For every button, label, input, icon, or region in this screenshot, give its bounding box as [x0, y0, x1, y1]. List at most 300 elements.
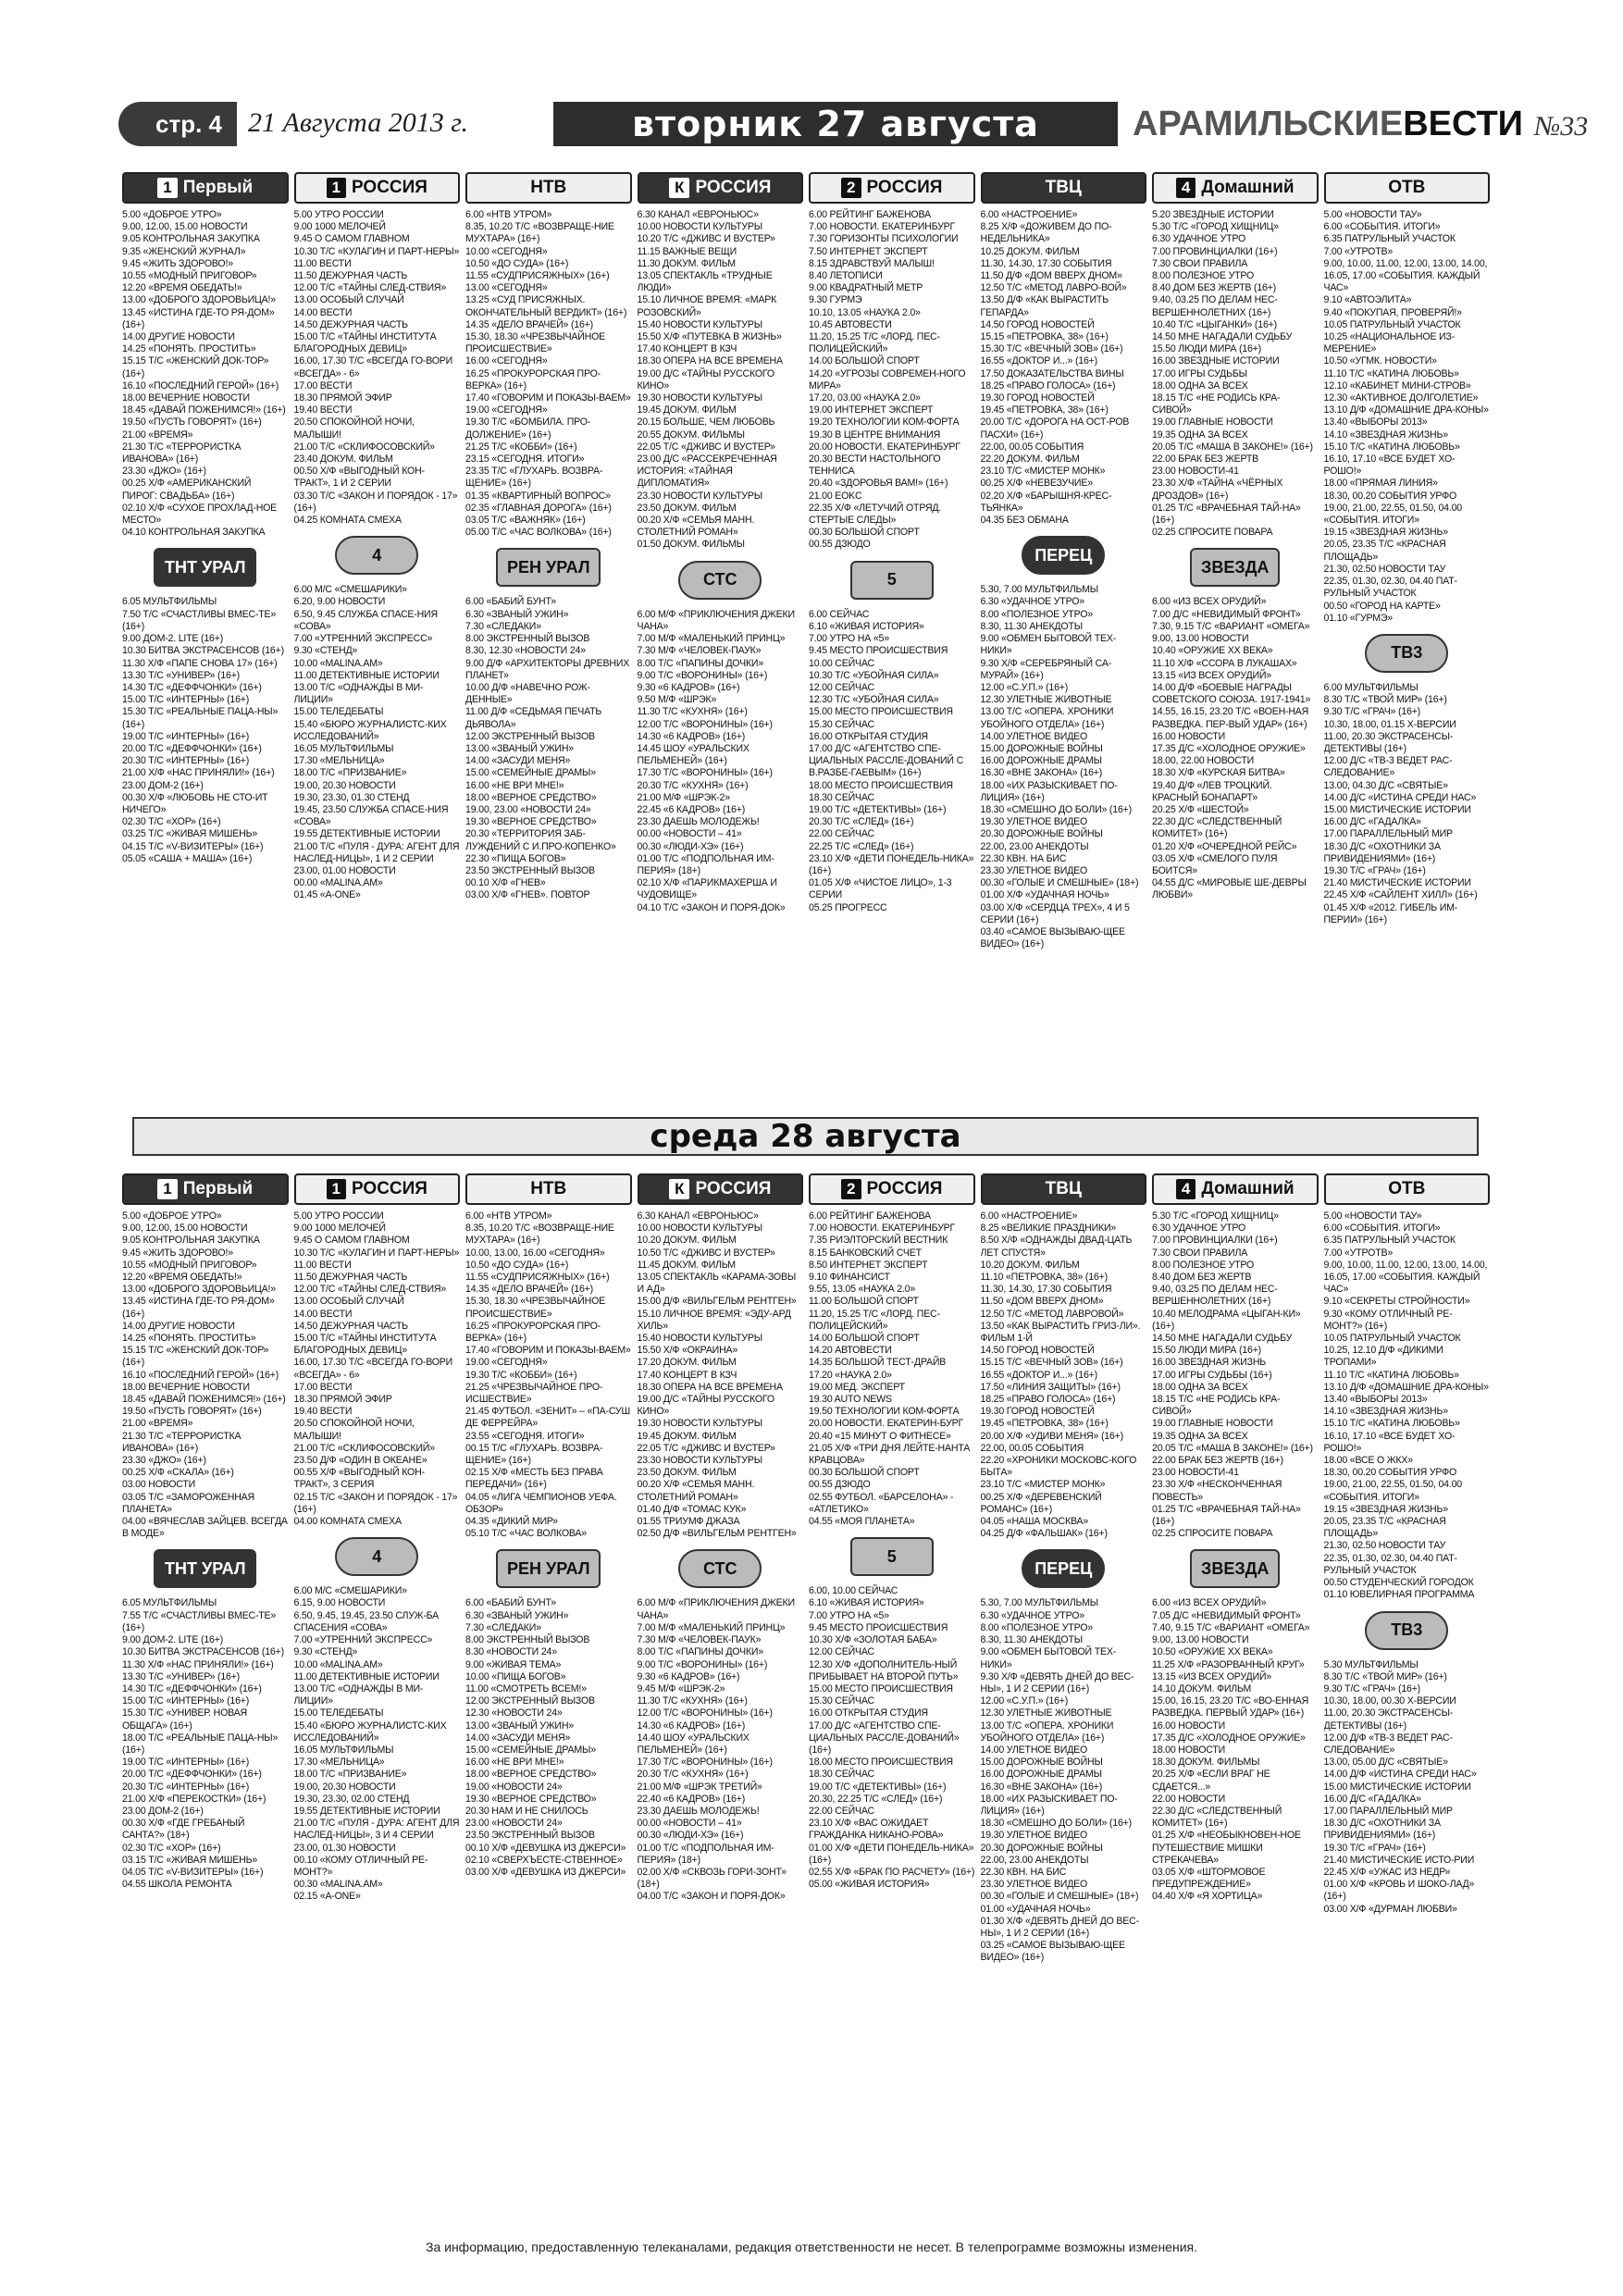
program-entry: 19.50 ТЕХНОЛОГИИ КОМ-ФОРТА [809, 1406, 960, 1418]
program-entry: 19.00, 20.30 НОВОСТИ [293, 1781, 396, 1793]
program-entry: 11.30 Т/С «КУХНЯ» (16+) [637, 706, 748, 718]
channel-badge: 4 [1176, 1179, 1196, 1199]
program-entry: 17.50 «ЛИНИЯ ЗАЩИТЫ» (16+) [980, 1381, 1121, 1393]
schedule-tuesday [122, 172, 1490, 950]
program-entry: 00.30 Х/Ф «ГДЕ ГРЕБАНЫЙ САНТА?» (18+) [122, 1818, 245, 1842]
program-entry: 9.10 ФИНАНСИСТ [809, 1272, 890, 1284]
program-entry: 6.50, 9.45, 19.45, 23.50 СЛУЖ-БА СПАСЕНИЯ «СОВА» [293, 1609, 440, 1633]
program-entry: 15.00 Д/Ф «ВИЛЬГЕЛЬМ РЕНТГЕН» [637, 1296, 797, 1308]
program-entry: 13.00 «ДОБРОГО ЗДОРОВЬИЦА!» [122, 294, 276, 306]
program-entry: 02.15 «A-ONE» [293, 1891, 361, 1903]
secondary-channel-name: СТС [678, 1549, 762, 1588]
program-entry: 02.25 СПРОСИТЕ ПОВАРА [1152, 1528, 1273, 1540]
secondary-channel-logo [981, 532, 1147, 578]
program-entry: 01.25 Т/С «ВРАЧЕБНАЯ ТАЙ-НА» (16+) [1152, 1503, 1301, 1528]
program-entry: 16.10, 17.10 «ВСЕ БУДЕТ ХО-РОШО!» [1323, 453, 1456, 478]
program-entry: 20.30 ДОРОЖНЫЕ ВОЙНЫ [980, 1842, 1103, 1854]
secondary-channel-name: ТНТ УРАЛ [154, 1549, 256, 1588]
program-entry: 23.50 ДОКУМ. ФИЛЬМ [637, 502, 737, 514]
program-entry: 14.35 БОЛЬШОЙ ТЕСТ-ДРАЙВ [809, 1357, 947, 1369]
program-entry: 14.00 УЛЕТНОЕ ВИДЕО [980, 1744, 1088, 1756]
program-entry: 19.30 Т/С «БОМБИЛА. ПРО-ДОЛЖЕНИЕ» (16+) [465, 416, 591, 441]
program-entry: 13.15 «ИЗ ВСЕХ ОРУДИЙ» [1152, 1670, 1271, 1682]
secondary-channel-logo [809, 557, 975, 603]
program-entry: 19.00 Т/С «ИНТЕРНЫ» (16+) [122, 1756, 250, 1769]
program-entry: 14.45 ШОУ «УРАЛЬСКИХ ПЕЛЬМЕНЕЙ» (16+) [637, 742, 750, 767]
program-list [1324, 209, 1491, 625]
program-entry: 11.10 Т/С «КАТИНА ЛЮБОВЬ» [1323, 1369, 1459, 1381]
channel-logo [122, 172, 289, 204]
program-entry: 21.00 М/Ф «ШРЭК-2» [637, 791, 730, 803]
secondary-channel-logo [638, 557, 804, 603]
program-entry: 23.10 Т/С «МИСТЕР МОНК» [980, 1479, 1106, 1491]
program-entry: 5.00 «ДОБРОЕ УТРО» [122, 209, 222, 220]
program-entry: 11.30, 14.30, 17.30 СОБЫТИЯ [980, 1284, 1112, 1296]
program-entry: 17.40 КОНЦЕРТ В КЗЧ [637, 1369, 737, 1381]
program-entry: 21.00 Т/С «СКЛИФОСОВСКИЙ» [293, 1442, 435, 1454]
secondary-channel-name: РЕН УРАЛ [496, 548, 601, 587]
program-entry: 21.25 Т/С «КОББИ» (16+) [465, 441, 577, 453]
program-entry: 22.35, 01.30, 02.30, 04.40 ПАТ-РУЛЬНЫЙ УЧАСТОК [1323, 576, 1457, 600]
program-list [465, 1210, 632, 1540]
program-entry: 10.55 «МОДНЫЙ ПРИГОВОР» [122, 1259, 257, 1271]
program-entry: 14.10 «ЗВЕЗДНАЯ ЖИЗНЬ» [1323, 428, 1448, 441]
program-entry: 8.35, 10.20 Т/С «ВОЗВРАЩЕ-НИЕ МУХТАРА» (16+) [465, 221, 614, 245]
program-entry: 12.30 УЛЕТНЫЕ ЖИВОТНЫЕ [980, 1707, 1112, 1719]
program-entry: 10.00 «ПИЩА БОГОВ» [465, 1670, 566, 1682]
program-entry: 11.10 Т/С «КАТИНА ЛЮБОВЬ» [1323, 367, 1459, 379]
program-entry: 7.05 Д/С «НЕВИДИМЫЙ ФРОНТ» [1152, 1609, 1301, 1621]
program-entry: 15.30 СЕЙЧАС [809, 718, 874, 730]
program-entry: 04.05 «НАША МОСКВА» [980, 1516, 1089, 1528]
program-entry: 16.00 ЗВЕЗДНАЯ ЖИЗНЬ [1152, 1357, 1267, 1369]
program-entry: 7.00 «УТРОТВ» [1323, 245, 1394, 257]
program-entry: 9.30 Т/С «ГРАЧ» (16+) [1323, 706, 1421, 718]
program-entry: 14.00 «ЗАСУДИ МЕНЯ» [465, 755, 571, 767]
program-entry: 13.25 «СУД ПРИСЯЖНЫХ. ОКОНЧАТЕЛЬНЫЙ ВЕРДИКТ» (16+) [465, 294, 627, 318]
program-entry: 11.00 БОЛЬШОЙ СПОРТ [809, 1296, 919, 1308]
program-entry: 15.00 «СЕМЕЙНЫЕ ДРАМЫ» [465, 767, 596, 779]
program-list [122, 1597, 289, 1891]
program-entry: 21.40 МИСТИЧЕСКИЕ ИСТОРИИ [1323, 877, 1471, 889]
program-entry: 21.25 «ЧРЕЗВЫЧАЙНОЕ ПРО-ИСШЕСТВИЕ» [465, 1381, 603, 1406]
channel-logo [1324, 172, 1491, 204]
program-entry: 8.40 ДОМ БЕЗ ЖЕРТВ (16+) [1152, 282, 1277, 294]
program-entry: 14.00 УЛЕТНОЕ ВИДЕО [980, 730, 1088, 742]
program-entry: 23.30 «ДЖО» (16+) [122, 465, 206, 478]
program-entry: 10.25, 12.10 Д/Ф «ДИКИМИ ТРОПАМИ» [1323, 1345, 1443, 1369]
program-entry: 18.30 «СМЕШНО ДО БОЛИ» (16+) [980, 1818, 1132, 1830]
program-entry: 11.20, 15.25 Т/С «ЛОРД. ПЕС-ПОЛИЦЕЙСКИЙ» [809, 331, 940, 355]
program-entry: 12.50 Т/С «МЕТОД ЛАВРО-ВОЙ» [980, 282, 1127, 294]
program-entry: 22.05 Т/С «ДЖИВС И ВУСТЕР» [637, 441, 775, 453]
program-entry: 6.20, 9.00 НОВОСТИ [293, 596, 386, 608]
program-entry: 21.00 Х/Ф «НАС ПРИНЯЛИ!» (16+) [122, 767, 275, 779]
channel-column [294, 172, 461, 950]
program-entry: 19.35 ОДНА ЗА ВСЕХ [1152, 1430, 1248, 1442]
channel-logo [122, 1173, 289, 1205]
program-entry: 19.30 УЛЕТНОЕ ВИДЕО [980, 816, 1088, 828]
program-entry: 18.30 ПРЯМОЙ ЭФИР [293, 392, 392, 404]
program-entry: 03.40 «САМОЕ ВЫЗЫВАЮ-ЩЕЕ ВИДЕО» (16+) [980, 925, 1125, 950]
program-entry: 14.00 БОЛЬШОЙ СПОРТ [809, 1333, 920, 1345]
program-entry: 15.50 Х/Ф «ОКРАИНА» [637, 1345, 738, 1357]
program-entry: 18.00 НОВОСТИ [1152, 1744, 1226, 1756]
program-entry: 23.30 Х/Ф «ТАЙНА «ЧЁРНЫХ ДРОЗДОВ» (16+) [1152, 478, 1283, 502]
program-entry: 23.30 ДАЕШЬ МОЛОДЕЖЬ! [637, 816, 760, 828]
program-entry: 10.30 Т/С «КУЛАГИН И ПАРТ-НЕРЫ» [293, 245, 460, 257]
program-entry: 10.20 ДОКУМ. ФИЛЬМ [980, 1259, 1080, 1271]
program-entry: 13.05 СПЕКТАКЛЬ «ТРУДНЫЕ ЛЮДИ» [637, 270, 773, 294]
channel-logo [809, 1173, 975, 1205]
program-entry: 9.40, 03.25 ПО ДЕЛАМ НЕС-ВЕРШЕННОЛЕТНИХ (16+) [1152, 1284, 1278, 1308]
program-entry: 5.20 ЗВЕЗДНЫЕ ИСТОРИИ [1152, 209, 1274, 220]
program-entry: 19.30 ГОРОД НОВОСТЕЙ [980, 1406, 1095, 1418]
day-banner-wednesday [132, 1117, 1479, 1156]
program-entry: 15.00 Т/С «ТАЙНЫ ИНСТИТУТА БЛАГОРОДНЫХ ДЕВИЦ» [293, 1333, 437, 1357]
program-entry: 00.10 Х/Ф «ГНЕВ» [465, 877, 546, 889]
program-entry: 15.00 МИСТИЧЕСКИЕ ИСТОРИИ [1323, 1781, 1471, 1793]
program-entry: 9.00 «ОБМЕН БЫТОВОЙ ТЕХ-НИКИ» [980, 1646, 1117, 1670]
program-entry: 00.50 «ГОРОД НА КАРТЕ» [1323, 600, 1441, 612]
program-entry: 7.00 УТРО НА «5» [809, 633, 889, 645]
program-entry: 16.00 НОВОСТИ [1152, 1719, 1226, 1731]
program-entry: 6.05 МУЛЬТФИЛЬМЫ [122, 596, 217, 608]
program-entry: 11.30 Т/С «КУХНЯ» (16+) [637, 1695, 748, 1707]
program-entry: 00.00 «НОВОСТИ – 41» [637, 1818, 742, 1830]
program-entry: 13.05 СПЕКТАКЛЬ «КАРАМА-ЗОВЫ И АД» [637, 1272, 796, 1296]
program-entry: 7.30 М/Ф «ЧЕЛОВЕК-ПАУК» [637, 645, 762, 657]
program-entry: 01.00 Т/С «ПОДПОЛЬНАЯ ИМ-ПЕРИЯ» (18+) [637, 852, 774, 876]
channel-column [809, 1173, 975, 1965]
channel-name: НТВ [530, 178, 567, 197]
page-number: стр. 4 [118, 102, 237, 146]
program-entry: 9.30 Х/Ф «СЕРЕБРЯНЫЙ СА-МУРАЙ» (16+) [980, 657, 1112, 681]
program-entry: 10.45 АВТОВЕСТИ [809, 318, 892, 330]
program-entry: 9.30 ГУРМЭ [809, 294, 862, 306]
program-entry: 23.00 Д/С «РАССЕКРЕЧЕННАЯ ИСТОРИЯ: «ТАЙНАЯ ДИПЛОМАТИЯ» [637, 453, 777, 490]
program-entry: 17.00 Д/С «АГЕНТСТВО СПЕ-ЦИАЛЬНЫХ РАССЛЕ-ДОВАНИЙ С В.РАЗБЕ-ГАЕВЫМ» (16+) [809, 742, 964, 779]
program-entry: 6.00 «СОБЫТИЯ. ИТОГИ» [1323, 221, 1441, 233]
program-entry: 17.50 ДОКАЗАТЕЛЬСТВА ВИНЫ [980, 367, 1124, 379]
program-entry: 19.20 ТЕХНОЛОГИИ КОМ-ФОРТА [809, 416, 960, 428]
program-entry: 23.30 УЛЕТНОЕ ВИДЕО [980, 864, 1088, 876]
issue-number: №33 [1534, 111, 1589, 142]
program-entry: 11.50 ДЕЖУРНАЯ ЧАСТЬ [293, 1272, 408, 1284]
program-entry: 17.30 «МЕЛЬНИЦА» [293, 1756, 385, 1769]
program-entry: 16.00 ЗВЕЗДНЫЕ ИСТОРИИ [1152, 355, 1280, 367]
program-entry: 14.50 ДЕЖУРНАЯ ЧАСТЬ [293, 1320, 408, 1332]
program-entry: 14.00 ВЕСТИ [293, 306, 353, 318]
program-entry: 22.00 БРАК БЕЗ ЖЕРТВ [1152, 453, 1259, 465]
program-entry: 6.30 УДАЧНОЕ УТРО [1152, 233, 1246, 245]
program-entry: 00.10 «КОМУ ОТЛИЧНЫЙ РЕ-МОНТ?» [293, 1854, 428, 1878]
program-entry: 18.00 МЕСТО ПРОИСШЕСТВИЯ [809, 779, 953, 791]
channel-name: Домашний [1201, 1179, 1295, 1198]
program-entry: 00.15 Т/С «ГЛУХАРЬ. ВОЗВРА-ЩЕНИЕ» (16+) [465, 1442, 603, 1467]
program-entry: 19.00 Т/С «ДЕТЕКТИВЫ» (16+) [809, 1781, 947, 1793]
program-entry: 21.30 Т/С «ТЕРРОРИСТКА ИВАНОВА» (16+) [122, 1430, 242, 1454]
program-entry: 21.00 Х/Ф «ПЕРЕКОСТКИ» (16+) [122, 1793, 266, 1805]
program-list [638, 1597, 804, 1903]
program-entry: 6.00 «ИЗ ВСЕХ ОРУДИЙ» [1152, 596, 1267, 608]
program-entry: 15.40 НОВОСТИ КУЛЬТУРЫ [637, 1333, 762, 1345]
channel-name: РОССИЯ [352, 178, 427, 197]
program-entry: 16.10 «ПОСЛЕДНИЙ ГЕРОЙ» (16+) [122, 379, 279, 391]
program-entry: 12.30 «АКТИВНОЕ ДОЛГОЛЕТИЕ» [1323, 392, 1479, 404]
program-entry: 15.10 Т/С «КАТИНА ЛЮБОВЬ» [1323, 1418, 1460, 1430]
program-list [638, 609, 804, 914]
program-entry: 18.00 «ПРЯМАЯ ЛИНИЯ» [1323, 478, 1438, 490]
program-entry: 18.00 ОДНА ЗА ВСЕХ [1152, 379, 1248, 391]
program-entry: 01.00 Т/С «ПОДПОЛЬНАЯ ИМ-ПЕРИЯ» (18+) [637, 1842, 774, 1866]
program-entry: 22.00, 23.00 АНЕКДОТЫ [980, 840, 1089, 852]
program-entry: 00.30 «MALINA.AM» [293, 1879, 383, 1891]
program-entry: 03.05 Х/Ф «ШТОРМОВОЕ ПРЕДУПРЕЖДЕНИЕ» [1152, 1866, 1266, 1891]
program-entry: 20.05, 23.35 Т/С «КРАСНАЯ ПЛОЩАДЬ» [1323, 1516, 1446, 1540]
program-entry: 00.30 Х/Ф «ЛЮБОВЬ НЕ СТО-ИТ НИЧЕГО» [122, 791, 268, 815]
channel-badge: 1 [327, 178, 346, 198]
program-entry: 7.00 «УТРЕННИЙ ЭКСПРЕСС» [293, 633, 433, 645]
program-entry: 16.00 ОТКРЫТАЯ СТУДИЯ [809, 730, 928, 742]
channel-badge: 4 [1176, 178, 1196, 198]
program-entry: 23.00 НОВОСТИ-41 [1152, 1467, 1239, 1479]
channel-column [1152, 1173, 1319, 1965]
program-list [809, 1585, 975, 1891]
program-entry: 11.00 Д/Ф «СЕДЬМАЯ ПЕЧАТЬ ДЬЯВОЛА» [465, 706, 602, 730]
program-entry: 19.30 «ВЕРНОЕ СРЕДСТВО» [465, 1793, 597, 1805]
program-entry: 7.00 М/Ф «МАЛЕНЬКИЙ ПРИНЦ» [637, 633, 786, 645]
program-entry: 19.55 ДЕТЕКТИВНЫЕ ИСТОРИИ [293, 828, 440, 840]
program-entry: 23.30 ДАЕШЬ МОЛОДЕЖЬ! [637, 1805, 760, 1817]
program-entry: 11.30 Х/Ф «ПАПЕ СНОВА 17» (16+) [122, 657, 278, 669]
program-entry: 21.00 Т/С «СКЛИФОСОВСКИЙ» [293, 441, 435, 453]
program-entry: 00.25 Х/Ф «НЕВЕЗУЧИЕ» [980, 478, 1093, 490]
program-entry: 14.30 Т/С «ДЕФФЧОНКИ» (16+) [122, 1682, 262, 1694]
program-entry: 19.50 «ПУСТЬ ГОВОРЯТ» (16+) [122, 1406, 262, 1418]
channel-name: РОССИЯ [866, 1179, 943, 1198]
program-entry: 6.50, 9.45 СЛУЖБА СПАСЕ-НИЯ «СОВА» [293, 608, 438, 632]
program-entry: 14.10 «ЗВЕЗДНАЯ ЖИЗНЬ» [1323, 1406, 1448, 1418]
program-entry: 03.00 Х/Ф «СЕРДЦА ТРЕХ», 4 И 5 СЕРИИ (16+) [980, 901, 1130, 925]
program-entry: 05.00 Т/С «ЧАС ВОЛКОВА» (16+) [465, 527, 612, 539]
program-entry: 13.45 «ИСТИНА ГДЕ-ТО РЯ-ДОМ» (16+) [122, 1296, 275, 1320]
channel-name: РОССИЯ [352, 1179, 427, 1198]
program-entry: 01.35 «КВАРТИРНЫЙ ВОПРОС» [465, 490, 611, 502]
program-entry: 17.00 ПАРАЛЛЕЛЬНЫЙ МИР [1323, 828, 1453, 840]
program-entry: 23.00, 01.30 НОВОСТИ [293, 1842, 396, 1854]
program-entry: 00.20 Х/Ф «СЕМЬЯ МАНН. СТОЛЕТНИЙ РОМАН» [637, 515, 755, 539]
program-entry: 14.00 «ЗАСУДИ МЕНЯ» [465, 1731, 571, 1744]
program-entry: 6.00 М/Ф «ПРИКЛЮЧЕНИЯ ДЖЕКИ ЧАНА» [637, 1597, 795, 1621]
program-entry: 15.00 «СЕМЕЙНЫЕ ДРАМЫ» [465, 1744, 596, 1756]
program-entry: 21.05 Х/Ф «ТРИ ДНЯ ЛЕЙТЕ-НАНТА КРАВЦОВА» [809, 1442, 971, 1467]
program-entry: 15.00 Т/С «ИНТЕРНЫ» (16+) [122, 694, 250, 706]
program-entry: 9.40 «ПОКУПАЯ, ПРОВЕРЯЙ!» [1323, 306, 1462, 318]
program-entry: 9.30 «СТЕНД» [293, 645, 358, 657]
channel-grid-wednesday [122, 1173, 1490, 1965]
program-entry: 04.10 КОНТРОЛЬНАЯ ЗАКУПКА [122, 527, 266, 539]
program-entry: 17.35 Д/С «ХОЛОДНОЕ ОРУЖИЕ» [1152, 1731, 1306, 1744]
program-entry: 01.55 ТРИУМФ ДЖАЗА [637, 1516, 740, 1528]
program-entry: 17.40 «ГОВОРИМ И ПОКАЗЫ-ВАЕМ» [465, 392, 631, 404]
program-entry: 02.00 Х/Ф «СКВОЗЬ ГОРИ-ЗОНТ» (18+) [637, 1866, 787, 1891]
program-entry: 19.50 «ПУСТЬ ГОВОРЯТ» (16+) [122, 416, 262, 428]
program-entry: 05.05 «САША + МАША» (16+) [122, 852, 253, 864]
program-entry: 04.00 КОМНАТА СМЕХА [293, 1516, 402, 1528]
program-entry: 13.00 «СЕГОДНЯ» [465, 282, 548, 294]
program-entry: 03.00 НОВОСТИ [122, 1479, 196, 1491]
program-list [1324, 1659, 1491, 1916]
program-entry: 22.45 Х/Ф «УЖАС ИЗ НЕДР» [1323, 1866, 1451, 1878]
program-entry: 5.30, 7.00 МУЛЬТФИЛЬМЫ [980, 1597, 1098, 1609]
program-entry: 12.00 Т/С «ТАЙНЫ СЛЕД-СТВИЯ» [293, 282, 447, 294]
program-entry: 14.20 «УГРОЗЫ СОВРЕМЕН-НОГО МИРА» [809, 367, 966, 391]
program-entry: 19.30 AUTO NEWS [809, 1394, 892, 1406]
program-entry: 9.00, 10.00, 11.00, 12.00, 13.00, 14.00, 16.05, 17.00 «СОБЫТИЯ. КАЖДЫЙ ЧАС» [1323, 1259, 1488, 1296]
program-entry: 13.40 «ВЫБОРЫ 2013» [1323, 1394, 1428, 1406]
program-entry: 6.00, 10.00 СЕЙЧАС [809, 1585, 898, 1597]
program-entry: 00.25 Х/Ф «АМЕРИКАНСКИЙ ПИРОГ: СВАДЬБА» (16+) [122, 478, 252, 502]
program-entry: 14.20 АВТОВЕСТИ [809, 1345, 892, 1357]
program-list [465, 596, 632, 901]
program-entry: 18.30 Д/С «ОХОТНИКИ ЗА ПРИВИДЕНИЯМИ» (16+) [1323, 1818, 1441, 1842]
program-entry: 14.00 ВЕСТИ [293, 1308, 353, 1320]
program-list [122, 1210, 289, 1540]
program-entry: 02.55 ФУТБОЛ. «БАРСЕЛОНА» - «АТЛЕТИКО» [809, 1491, 954, 1515]
program-entry: 01.25 Х/Ф «НЕОБЫКНОВЕН-НОЕ ПУТЕШЕСТВИЕ МИШКИ СТРЕКАЧЕВА» [1152, 1830, 1301, 1866]
program-entry: 5.00 УТРО РОССИИ [293, 209, 384, 220]
program-entry: 9.45 «ЖИТЬ ЗДОРОВО!» [122, 1247, 233, 1259]
program-entry: 03.05 Т/С «ВАЖНЯК» (16+) [465, 515, 586, 527]
program-list [465, 209, 632, 539]
program-entry: 11.00 «СМОТРЕТЬ ВСЕМ!» [465, 1682, 587, 1694]
program-entry: 6.00 «НТВ УТРОМ» [465, 209, 552, 220]
program-entry: 16.25 «ПРОКУРОРСКАЯ ПРО-ВЕРКА» (16+) [465, 367, 601, 391]
program-entry: 6.30 «ЗВАНЫЙ УЖИН» [465, 608, 569, 620]
program-entry: 18.25 «ПРАВО ГОЛОСА» (16+) [980, 1394, 1116, 1406]
program-entry: 23.50 ЭКСТРЕННЫЙ ВЫЗОВ [465, 1830, 595, 1842]
channel-badge: 2 [841, 178, 861, 198]
program-entry: 15.30 Т/С «УНИВЕР. НОВАЯ ОБЩАГА» (16+) [122, 1707, 247, 1731]
program-entry: 18.00 «ИХ РАЗЫСКИВАЕТ ПО-ЛИЦИЯ» (16+) [980, 779, 1118, 803]
program-entry: 6.00 РЕЙТИНГ БАЖЕНОВА [809, 1210, 931, 1222]
program-entry: 04.00 Т/С «ЗАКОН И ПОРЯ-ДОК» [637, 1891, 786, 1903]
secondary-channel-name: 4 [335, 536, 418, 575]
program-entry: 11.20, 15.25 Т/С «ЛОРД. ПЕС-ПОЛИЦЕЙСКИЙ» [809, 1308, 940, 1332]
program-entry: 22.20 «ХРОНИКИ МОСКОВС-КОГО БЫТА» [980, 1455, 1137, 1479]
program-entry: 19.00 Т/С «ИНТЕРНЫ» (16+) [122, 730, 250, 742]
secondary-channel-name: 5 [850, 561, 934, 600]
program-entry: 00.25 Х/Ф «ДЕРЕВЕНСКИЙ РОМАНС» (16+) [980, 1491, 1102, 1515]
program-entry: 12.30 Х/Ф «ДОПОЛНИТЕЛЬ-НЫЙ ПРИБЫВАЕТ НА ВТОРОЙ ПУТЬ» [809, 1658, 959, 1682]
program-entry: 21.30, 02.50 НОВОСТИ ТАУ [1323, 1540, 1446, 1552]
program-entry: 19.30 НОВОСТИ КУЛЬТУРЫ [637, 1418, 762, 1430]
program-entry: 18.00 «ИХ РАЗЫСКИВАЕТ ПО-ЛИЦИЯ» (16+) [980, 1793, 1118, 1817]
program-entry: 00.30 БОЛЬШОЙ СПОРТ [809, 527, 920, 539]
program-entry: 12.00 «С.У.П.» (16+) [980, 681, 1069, 693]
program-entry: 15.10 ЛИЧНОЕ ВРЕМЯ: «МАРК РОЗОВСКИЙ» [637, 294, 777, 318]
program-entry: 23.00 «НОВОСТИ 24» [465, 1818, 563, 1830]
program-entry: 19.00, 20.30 НОВОСТИ [293, 779, 396, 791]
program-entry: 9.00 «ОБМЕН БЫТОВОЙ ТЕХ-НИКИ» [980, 633, 1117, 657]
program-entry: 6.15, 9.00 НОВОСТИ [293, 1597, 386, 1609]
program-entry: 04.35 «ДИКИЙ МИР» [465, 1516, 558, 1528]
program-entry: 23.35 Т/С «ГЛУХАРЬ. ВОЗВРА-ЩЕНИЕ» (16+) [465, 465, 603, 490]
channel-column [809, 172, 975, 950]
program-entry: 13.40 «ВЫБОРЫ 2013» [1323, 416, 1428, 428]
program-entry: 7.50 ИНТЕРНЕТ ЭКСПЕРТ [809, 245, 928, 257]
program-entry: 20.40 «15 МИНУТ О ФИТНЕСЕ» [809, 1430, 951, 1442]
program-entry: 7.30 СВОИ ПРАВИЛА [1152, 257, 1248, 269]
program-entry: 12.00 «С.У.П.» (16+) [980, 1695, 1069, 1707]
channel-name: Первый [182, 1179, 254, 1198]
program-entry: 12.30 УЛЕТНЫЕ ЖИВОТНЫЕ [980, 694, 1112, 706]
program-entry: 16.55 «ДОКТОР И...» (16+) [980, 355, 1097, 367]
secondary-channel-logo [294, 532, 461, 578]
secondary-channel-logo [638, 1545, 804, 1592]
program-entry: 15.30, 18.30 «ЧРЕЗВЫЧАЙНОЕ ПРОИСШЕСТВИЕ» [465, 1296, 606, 1320]
program-entry: 01.00 Х/Ф «УДАЧНАЯ НОЧЬ» [980, 889, 1109, 901]
program-entry: 6.10 «ЖИВАЯ ИСТОРИЯ» [809, 1597, 924, 1609]
program-entry: 17.30 Т/С «ВОРОНИНЫ» (16+) [637, 767, 773, 779]
program-entry: 10.00 СЕЙЧАС [809, 657, 874, 669]
program-entry: 18.00 Т/С «ПРИЗВАНИЕ» [293, 767, 407, 779]
program-entry: 21.30 Т/С «ТЕРРОРИСТКА ИВАНОВА» (16+) [122, 441, 242, 465]
channel-logo [981, 172, 1147, 204]
program-entry: 6.00 М/С «СМЕШАРИКИ» [293, 1585, 407, 1597]
program-entry: 12.50 Т/С «МЕТОД ЛАВРОВОЙ» [980, 1308, 1124, 1320]
program-entry: 9.45 МЕСТО ПРОИСШЕСТВИЯ [809, 645, 948, 657]
program-entry: 19.30 НОВОСТИ КУЛЬТУРЫ [637, 392, 762, 404]
program-entry: 23.30 НОВОСТИ КУЛЬТУРЫ [637, 1455, 762, 1467]
program-entry: 22.30 «ПИЩА БОГОВ» [465, 852, 566, 864]
program-entry: 22.30 КВН. НА БИС [980, 852, 1067, 864]
program-entry: 19.15 «ЗВЕЗДНАЯ ЖИЗНЬ» [1323, 527, 1448, 539]
program-entry: 10.50 «УГМК. НОВОСТИ» [1323, 355, 1437, 367]
program-entry: 18.00 «ВЕРНОЕ СРЕДСТВО» [465, 1769, 597, 1781]
program-entry: 12.00 Д/Ф «ТВ-3 ВЕДЕТ РАС-СЛЕДОВАНИЕ» [1323, 1731, 1453, 1756]
program-entry: 13.00 «ЗВАНЫЙ УЖИН» [465, 1719, 574, 1731]
secondary-channel-name: РЕН УРАЛ [496, 1549, 601, 1588]
program-entry: 15.50 ЛЮДИ МИРА (16+) [1152, 1345, 1262, 1357]
program-entry: 15.40 «БЮРО ЖУРНАЛИСТС-КИХ ИССЛЕДОВАНИЙ» [293, 1719, 447, 1744]
channel-column [981, 1173, 1147, 1965]
program-entry: 6.05 МУЛЬТФИЛЬМЫ [122, 1597, 217, 1609]
program-entry: 15.30, 18.30 «ЧРЕЗВЫЧАЙНОЕ ПРОИСШЕСТВИЕ» [465, 331, 606, 355]
program-entry: 01.00 «УДАЧНАЯ НОЧЬ» [980, 1903, 1091, 1915]
page-header [118, 102, 1589, 146]
program-entry: 02.10 Х/Ф «СУХОЕ ПРОХЛАД-НОЕ МЕСТО» [122, 502, 278, 527]
program-entry: 19.45 «ПЕТРОВКА, 38» (16+) [980, 404, 1109, 416]
program-entry: 11.30 ДОКУМ. ФИЛЬМ [637, 257, 736, 269]
program-entry: 13.00 ОСОБЫЙ СЛУЧАЙ [293, 1296, 404, 1308]
program-entry: 12.00 ЭКСТРЕННЫЙ ВЫЗОВ [465, 730, 595, 742]
program-entry: 10.00 «MALINA.AM» [293, 657, 383, 669]
program-entry: 17.30 «МЕЛЬНИЦА» [293, 755, 385, 767]
program-entry: 6.30 КАНАЛ «ЕВРОНЬЮС» [637, 1210, 759, 1222]
program-entry: 04.35 БЕЗ ОБМАНА [980, 515, 1069, 527]
program-entry: 6.10 «ЖИВАЯ ИСТОРИЯ» [809, 620, 924, 632]
program-entry: 10.30 Т/С «УБОЙНАЯ СИЛА» [809, 669, 939, 681]
program-entry: 17.20, 03.00 «НАУКА 2.0» [809, 392, 921, 404]
program-entry: 16.05 МУЛЬТФИЛЬМЫ [293, 1744, 394, 1756]
program-list [1152, 1597, 1319, 1903]
program-entry: 10.00 НОВОСТИ КУЛЬТУРЫ [637, 221, 762, 233]
program-entry: 8.00 Т/С «ПАПИНЫ ДОЧКИ» [637, 657, 764, 669]
program-entry: 10.55 «МОДНЫЙ ПРИГОВОР» [122, 270, 257, 282]
channel-column [638, 172, 804, 950]
